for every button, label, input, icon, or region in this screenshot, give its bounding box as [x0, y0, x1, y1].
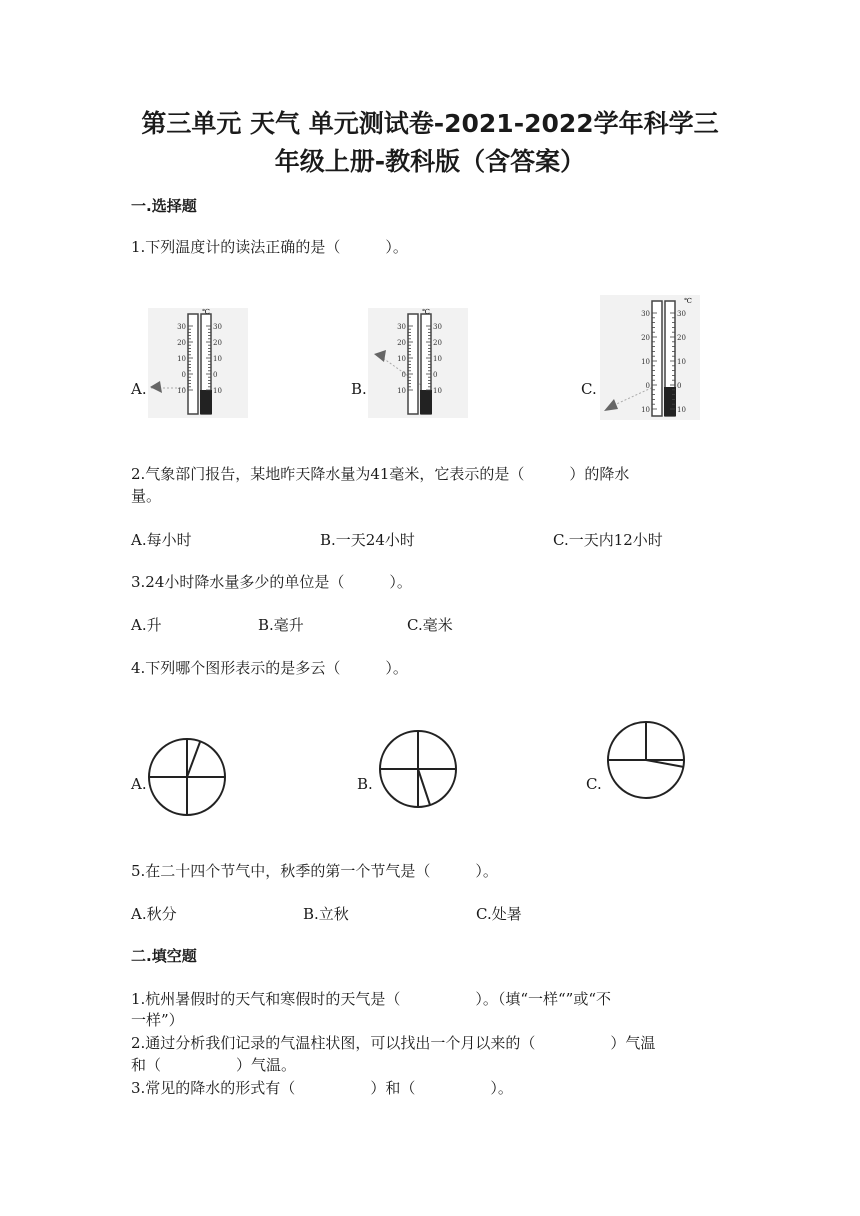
thermometer-a: [148, 308, 248, 418]
question-2-option-c: C.一天内12小时: [553, 531, 663, 549]
thermometer-c-scale-label-left: 20: [641, 334, 650, 342]
thermometer-c-unit: ℃: [684, 297, 692, 305]
thermometer-b-scale-label-left: 10: [397, 355, 406, 363]
question-3-option-a: A.升: [131, 616, 162, 634]
page-title-line-1: 第三单元 天气 单元测试卷-2021-2022学年科学三: [141, 109, 719, 138]
thermometer-a-scale-label-right: 10: [213, 355, 222, 363]
thermometer-c-scale-label-left: 0: [645, 382, 650, 390]
cloud-cover-symbol-c: [607, 721, 689, 803]
question-1-option-c-label: C.: [581, 380, 597, 398]
section-heading-fill-in: 二.填空题: [131, 947, 197, 965]
thermometer-b-scale-label-right: 10: [433, 387, 442, 395]
question-2-stem-line-1: 2.气象部门报告，某地昨天降水量为41毫米，它表示的是（ ）的降水: [131, 465, 630, 483]
thermometer-a-scale-label-right: 10: [213, 387, 222, 395]
thermometer-a-scale-label-right: 20: [213, 339, 222, 347]
thermometer-a-scale-label-left: 30: [177, 323, 186, 331]
thermometer-b-scale-label-right: 10: [433, 355, 442, 363]
thermometer-b-scale-label-right: 20: [433, 339, 442, 347]
question-5-option-b: B.立秋: [303, 905, 349, 923]
thermometer-b: [368, 308, 468, 418]
thermometer-b-scale-label-left: 30: [397, 323, 406, 331]
thermometer-a-scale-label-left: 20: [177, 339, 186, 347]
question-1-stem: 1.下列温度计的读法正确的是（ ）。: [131, 238, 408, 256]
thermometer-c-scale-label-right: 10: [677, 406, 686, 414]
thermometer-c-scale-label-left: 10: [641, 406, 650, 414]
thermometer-c-scale-label-right: 20: [677, 334, 686, 342]
question-4-option-b-label: B.: [357, 775, 373, 793]
cloud-cover-symbol-b: [379, 730, 461, 812]
fill-3-line-1: 3.常见的降水的形式有（ ）和（ ）。: [131, 1079, 513, 1097]
thermometer-c-scale-label-left: 30: [641, 310, 650, 318]
thermometer-a-scale-label-right: 0: [213, 371, 218, 379]
thermometer-a-unit: ℃: [202, 308, 210, 316]
page-title-line-2: 年级上册-教科版（含答案）: [274, 147, 586, 176]
thermometer-c-scale-label-right: 30: [677, 310, 686, 318]
question-4-option-c-label: C.: [586, 775, 602, 793]
question-2-stem-line-2: 量。: [131, 487, 162, 505]
thermometer-c: [600, 295, 700, 420]
thermometer-c-scale-label-left: 10: [641, 358, 650, 366]
question-3-stem: 3.24小时降水量多少的单位是（ ）。: [131, 573, 412, 591]
thermometer-a-scale-label-left: 0: [181, 371, 186, 379]
thermometer-a-scale-label-left: 10: [177, 355, 186, 363]
question-3-option-b: B.毫升: [258, 616, 304, 634]
section-heading-choice: 一.选择题: [131, 197, 197, 215]
question-1-option-b-label: B.: [351, 380, 367, 398]
question-4-stem: 4.下列哪个图形表示的是多云（ ）。: [131, 659, 408, 677]
fill-1-line-1: 1.杭州暑假时的天气和寒假时的天气是（ ）。（填“一样“”或“不: [131, 990, 611, 1008]
question-5-option-c: C.处暑: [476, 905, 522, 923]
thermometer-b-scale-label-right: 30: [433, 323, 442, 331]
question-2-option-a: A.每小时: [131, 531, 192, 549]
thermometer-b-scale-label-left: 0: [401, 371, 406, 379]
cloud-cover-symbol-a: [148, 738, 230, 820]
question-5-stem: 5.在二十四个节气中，秋季的第一个节气是（ ）。: [131, 862, 498, 880]
question-2-option-b: B.一天24小时: [320, 531, 415, 549]
question-4-option-a-label: A.: [131, 775, 147, 793]
thermometer-a-scale-label-right: 30: [213, 323, 222, 331]
thermometer-b-scale-label-right: 0: [433, 371, 438, 379]
thermometer-b-scale-label-left: 10: [397, 387, 406, 395]
thermometer-a-scale-label-left: 10: [177, 387, 186, 395]
question-5-option-a: A.秋分: [131, 905, 177, 923]
thermometer-b-unit: ℃: [422, 308, 430, 316]
question-3-option-c: C.毫米: [407, 616, 453, 634]
thermometer-c-scale-label-right: 10: [677, 358, 686, 366]
fill-2-line-1: 2.通过分析我们记录的气温柱状图，可以找出一个月以来的（ ）气温: [131, 1034, 656, 1052]
fill-1-line-2: 一样”）: [131, 1011, 184, 1029]
thermometer-b-scale-label-left: 20: [397, 339, 406, 347]
question-1-option-a-label: A.: [131, 380, 147, 398]
fill-2-line-2: 和（ ）气温。: [131, 1056, 297, 1074]
thermometer-c-scale-label-right: 0: [677, 382, 682, 390]
